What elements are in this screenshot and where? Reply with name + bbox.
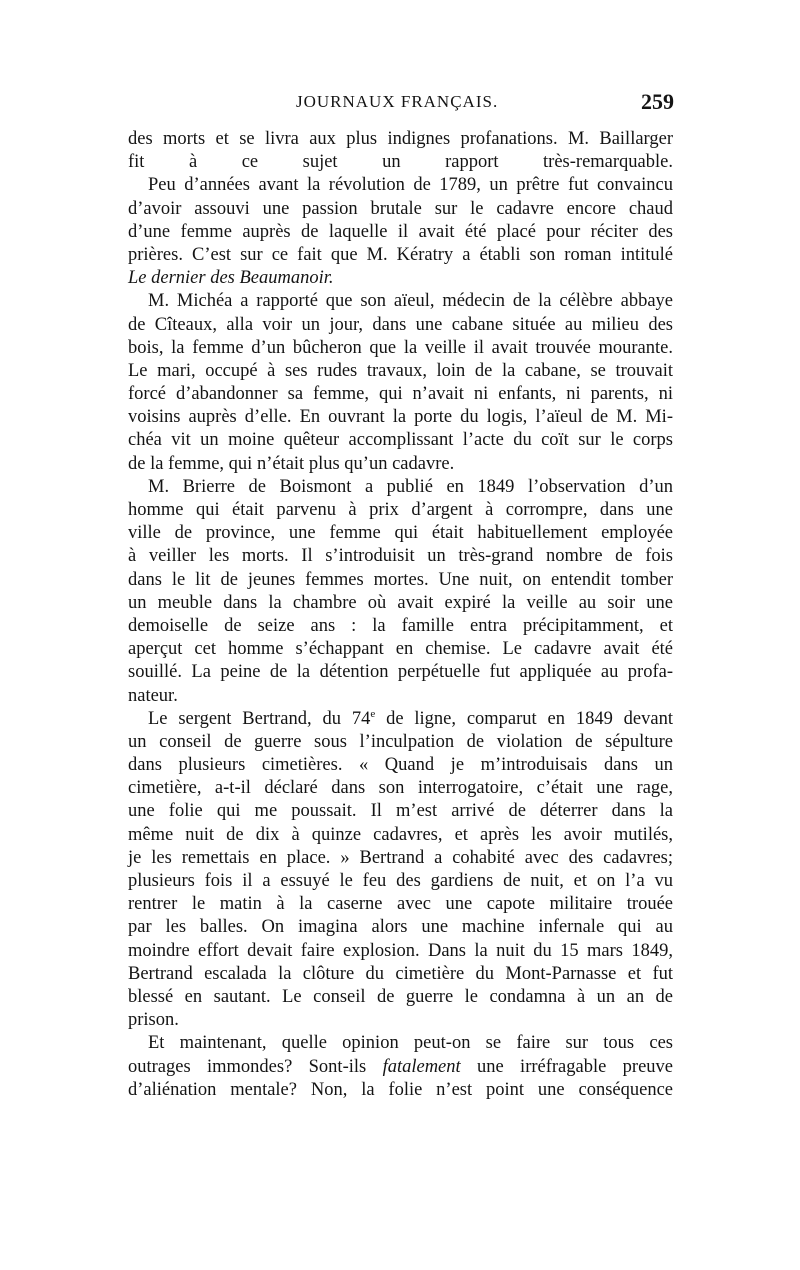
text-line: fit à ce sujet un rapport très-remarquable. [128, 152, 673, 173]
text-line: ville de province, une femme qui était habituellement employée [128, 523, 673, 544]
body-text [128, 128, 673, 1102]
text-line: des morts et se livra aux plus indignes profanations. M. Baillarger [128, 129, 673, 149]
text-line: rentrer le matin à la caserne avec une capote militaire trouée [128, 894, 673, 915]
text-line: demoiselle de seize ans : la famille entra précipitamment, et [128, 615, 673, 636]
text-line: aperçut cet homme s’échappant en chemise. Le cadavre avait été [128, 639, 673, 660]
text-line: par les balles. On imagina alors une machine infernale qui au [128, 917, 673, 938]
text-line: d’avoir assouvi une passion brutale sur le cadavre encore chaud [128, 198, 673, 219]
page-number: 259 [641, 89, 674, 114]
text-line: souillé. La peine de la détention perpétuelle fut appliquée au profa- [128, 662, 673, 683]
text-line: prières. C’est sur ce fait que M. Kératry a établi son roman intitulé [128, 244, 673, 265]
text-line: blessé en sautant. Le conseil de guerre le condamna à un an de [128, 986, 673, 1007]
text-line: de Cîteaux, alla voir un jour, dans une cabane située au milieu des [128, 314, 673, 335]
text-line: même nuit de dix à quinze cadavres, et après les avoir mutilés, [128, 824, 673, 845]
running-title: JOURNAUX FRANÇAIS. [296, 92, 499, 111]
text-line: plusieurs fois il a essuyé le feu des gardiens de nuit, et on l’a vu [128, 871, 673, 891]
text-line: Peu d’années avant la révolution de 1789, un prêtre fut convaincu [148, 175, 673, 196]
text-line: dans plusieurs cimetières. « Quand je m’introduisais dans un [128, 755, 673, 776]
running-head [128, 89, 674, 116]
text-line: à veiller les morts. Il s’introduisit un très-grand nombre de fois [128, 546, 673, 567]
text-line: de la femme, qui n’était plus qu’un cadavre. [128, 453, 455, 474]
text-line: Bertrand escalada la clôture du cimetière du Mont-Parnasse et fut [128, 963, 673, 984]
text-line: prison. [128, 1010, 179, 1031]
text-line: Le mari, occupé à ses rudes travaux, loin de la cabane, se trouvait [128, 360, 673, 381]
text-line: une folie qui me poussait. Il m’est arrivé de déterrer dans la [128, 801, 673, 822]
text-line: homme qui était parvenu à prix d’argent à corrompre, dans une [128, 500, 673, 520]
text-line: Et maintenant, quelle opinion peut-on se faire sur tous ces [148, 1033, 673, 1054]
text-line: outrages immondes? Sont-ils fatalement une irréfragable preuve [128, 1056, 673, 1077]
text-line: moindre effort devait faire explosion. Dans la nuit du 15 mars 1849, [128, 940, 673, 961]
text-line: un meuble dans la chambre où avait expiré la veille au soir une [128, 592, 673, 613]
text-line: chéa vit un moine quêteur accomplissant l’acte du coït sur le corps [128, 430, 673, 451]
text-line: dans le lit de jeunes femmes mortes. Une nuit, on entendit tomber [128, 569, 673, 590]
text-line: forcé d’abandonner sa femme, qui n’avait ni enfants, ni parents, ni [128, 384, 673, 405]
text-line: Le dernier des Beaumanoir. [128, 268, 334, 289]
text-line: M. Michéa a rapporté que son aïeul, médecin de la célèbre abbaye [148, 291, 673, 312]
text-line: nateur. [128, 685, 178, 706]
text-line: un conseil de guerre sous l’inculpation de violation de sépulture [128, 731, 673, 752]
text-line: bois, la femme d’un bûcheron que la veille il avait trouvée mourante. [128, 337, 673, 358]
text-line: d’une femme auprès de laquelle il avait été placé pour réciter des [128, 221, 673, 242]
text-line: voisins auprès d’elle. En ouvrant la porte du logis, l’aïeul de M. Mi- [128, 407, 673, 428]
text-line: M. Brierre de Boismont a publié en 1849 l’observation d’un [148, 476, 673, 497]
text-line: je les remettais en place. » Bertrand a cohabité avec des cadavres; [128, 847, 673, 868]
text-line: Le sergent Bertrand, du 74e de ligne, comparut en 1849 devant [148, 707, 673, 729]
text-line: cimetière, a-t-il déclaré dans son interrogatoire, c’était une rage, [128, 778, 673, 799]
text-line: d’aliénation mentale? Non, la folie n’est point une conséquence [128, 1079, 673, 1100]
